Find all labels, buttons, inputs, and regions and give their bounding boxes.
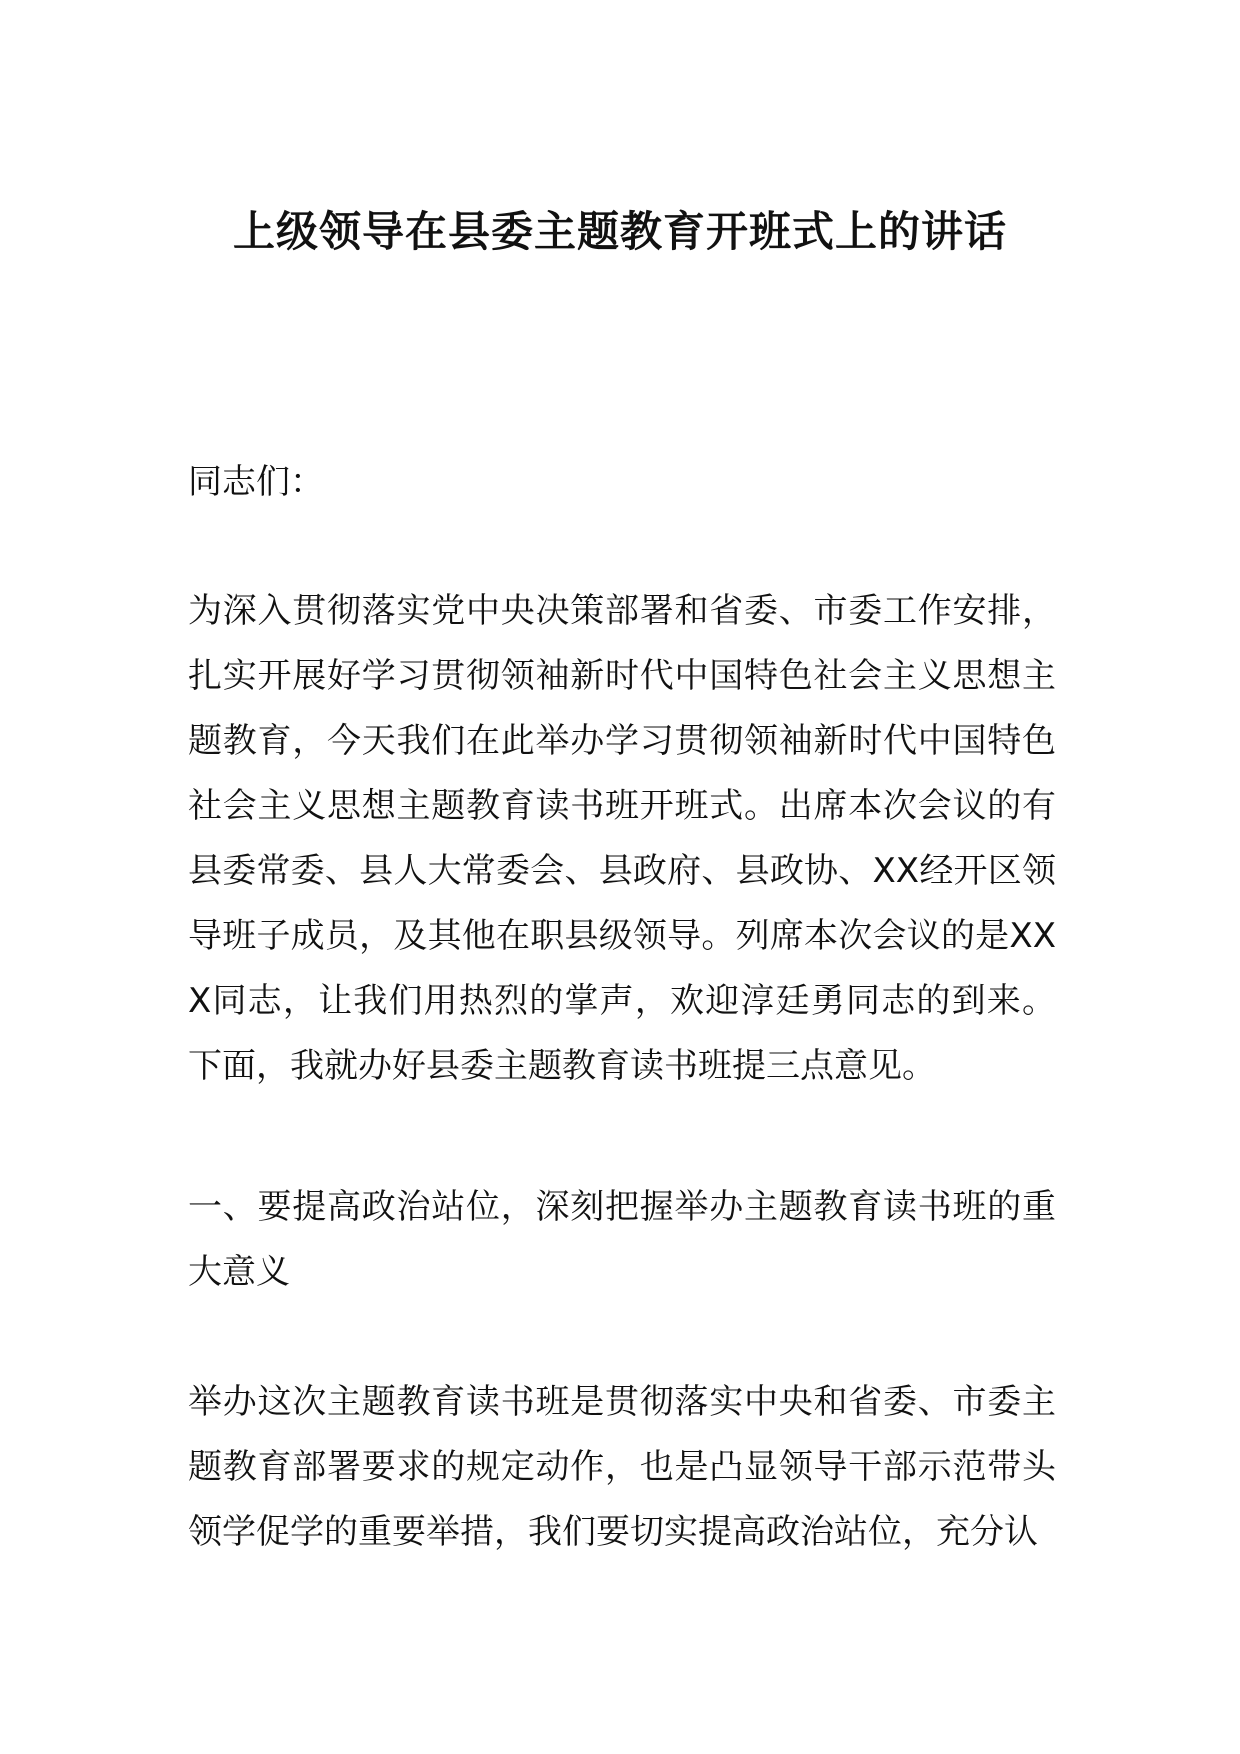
section-heading-1: 一、要提高政治站位，深刻把握举办主题教育读书班的重大意义 [188, 1187, 1056, 1292]
intro-paragraph: 为深入贯彻落实党中央决策部署和省委、市委工作安排，扎实开展好学习贯彻领袖新时代中国特色社会主义思想主题教育，今天我们在此举办学习贯彻领袖新时代中国特色社会主义思想主题教育读书班开班式。出席本次会议的有县委常委、县人大常委会、县政府、县政协、XX经开区领导班子成员，及其他在职县级领导。列席本次会议的是XXX同志，让我们用热烈的掌声，欢迎淳廷勇同志的到来。下面，我就办好县委主题教育读书班提三点意见。 [188, 591, 1056, 1086]
salutation: 同志们： [188, 462, 324, 502]
document-title: 上级领导在县委主题教育开班式上的讲话 [232, 207, 1007, 256]
body-paragraph-2: 举办这次主题教育读书班是贯彻落实中央和省委、市委主题教育部署要求的规定动作，也是凸显领导干部示范带头领学促学的重要举措，我们要切实提高政治站位，充分认 [188, 1382, 1056, 1552]
